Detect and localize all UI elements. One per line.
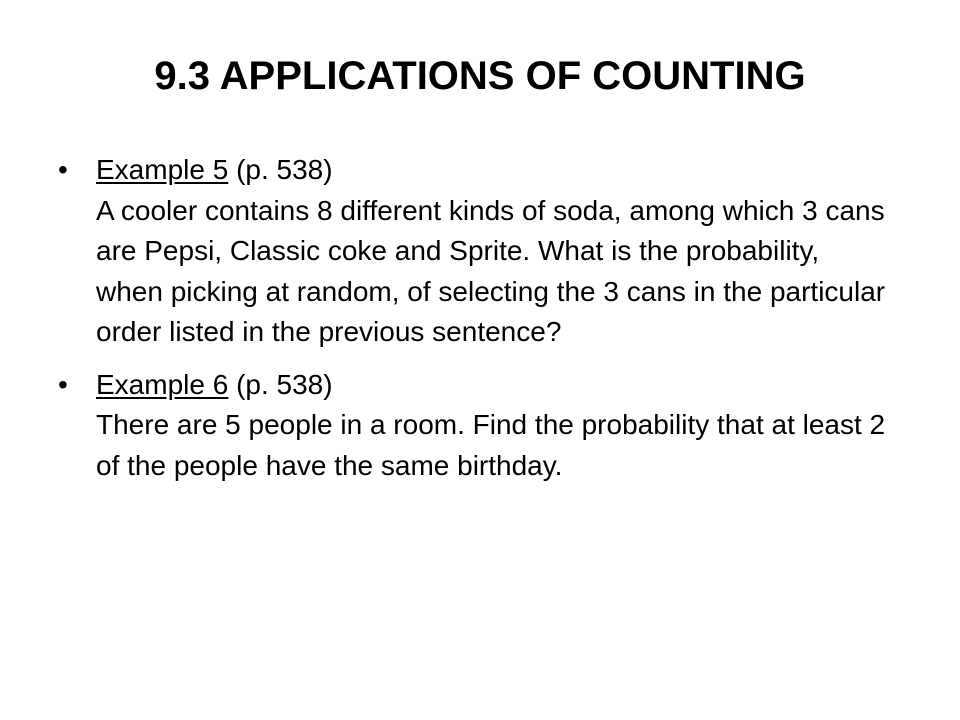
- example-heading: [96, 150, 888, 191]
- example-6-text: There are 5 people in a room. Find the probability that at least 2 of the people have the same birthday.: [96, 409, 886, 481]
- example-heading: [96, 365, 888, 406]
- example-6-page-ref: (p. 538): [228, 368, 333, 400]
- bullet-marker: •: [58, 368, 68, 400]
- bullet-example-6: [58, 365, 888, 487]
- slide-title: 9.3 APPLICATIONS OF COUNTING: [154, 54, 806, 98]
- example-5-label: Example 5: [96, 154, 229, 185]
- bullet-marker: •: [58, 154, 68, 185]
- example-5-text: A cooler contains 8 different kinds of soda, among which 3 cans are Pepsi, Classic coke and Sprite. What is the probability, when picking at random, of selecting the 3 cans in the particular order listed in the previous sentence?: [96, 194, 886, 347]
- example-6-label: Example 6: [96, 368, 229, 400]
- bullet-example-5: [58, 150, 888, 353]
- example-5-page-ref: (p. 538): [228, 154, 333, 185]
- bullet-list: [58, 150, 888, 498]
